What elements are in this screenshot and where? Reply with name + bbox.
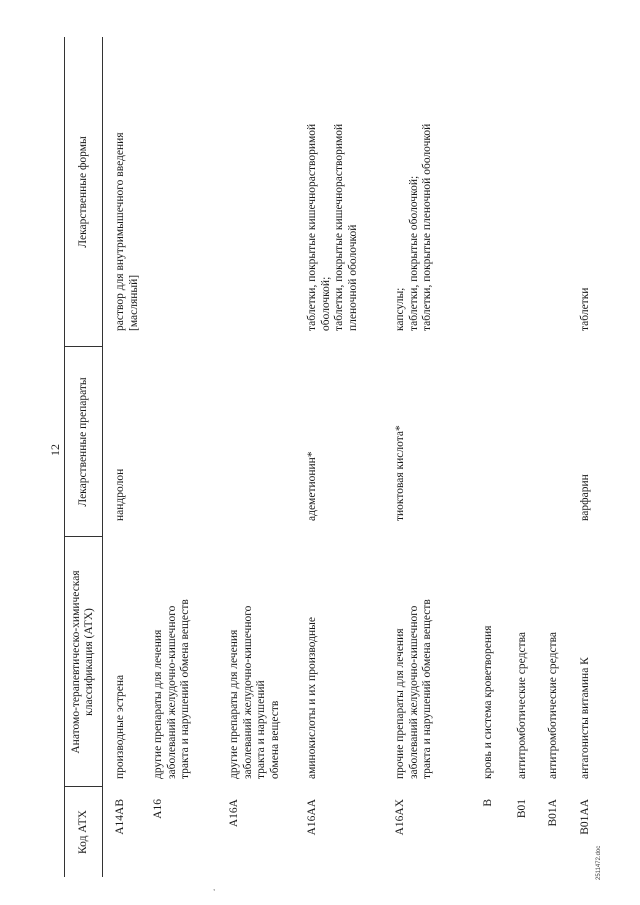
form-line: таблетки, покрытые оболочкой; xyxy=(407,175,420,331)
row-code: A16 xyxy=(152,799,164,819)
row-classification xyxy=(579,657,593,779)
form-line: [масляный] xyxy=(127,274,140,331)
form-line: капсулы; xyxy=(394,287,406,331)
header-code: Код АТХ xyxy=(76,810,89,854)
row-forms xyxy=(114,132,141,331)
row-forms xyxy=(579,288,593,331)
footer-doc-name: 2511472.doc xyxy=(596,845,602,880)
row-classification xyxy=(482,626,496,779)
row-classification xyxy=(394,599,435,779)
classification-line: обмена веществ xyxy=(268,700,281,779)
classification-line: производные эстрена xyxy=(114,674,126,779)
classification-line: аминокислоты и их производные xyxy=(306,616,318,779)
row-forms xyxy=(394,124,435,331)
row-classification xyxy=(547,632,561,779)
row-classification xyxy=(152,599,193,779)
classification-line: антагонисты витамина К xyxy=(579,657,591,779)
row-classification xyxy=(228,606,282,779)
form-line: таблетки, покрытые кишечнорастворимой xyxy=(333,123,345,331)
row-code: A16A xyxy=(228,799,240,828)
classification-line: прочие препараты для лечения xyxy=(394,628,406,779)
row-code: B01A xyxy=(547,799,559,827)
header-classification: Анатомо-терапевтическо-химическая классификация (АТХ) xyxy=(70,570,95,754)
row-drug: нандролон xyxy=(114,468,126,521)
row-classification xyxy=(114,675,128,779)
form-line: раствор для внутримышечного введения xyxy=(114,132,126,331)
page-number: 12 xyxy=(48,444,62,456)
classification-line: заболеваний желудочно-кишечного xyxy=(165,605,178,779)
row-code: A16AA xyxy=(306,799,318,836)
classification-line: тракта и нарушений обмена веществ xyxy=(179,599,191,779)
classification-line: тракта и нарушений xyxy=(255,680,267,779)
row-code: A16AX xyxy=(394,799,406,836)
form-line: таблетки xyxy=(579,287,591,331)
stray-mark: , xyxy=(213,883,216,892)
header-preparations: Лекарственные препараты xyxy=(76,377,89,507)
row-code: B01 xyxy=(516,799,528,819)
row-drug: адеметионин* xyxy=(306,451,318,521)
form-line: таблетки, покрытые пленочной оболочкой xyxy=(421,123,433,331)
row-forms xyxy=(306,124,360,331)
row-code: A14AB xyxy=(114,799,126,835)
classification-line: антитромботические средства xyxy=(516,632,528,779)
header-forms: Лекарственные формы xyxy=(76,136,89,248)
classification-line: тракта и нарушений обмена веществ xyxy=(421,599,433,779)
form-line: оболочкой; xyxy=(319,276,332,331)
header-bottom-rule xyxy=(102,37,103,877)
form-line: пленочной оболочкой xyxy=(346,224,359,331)
row-code: B01AA xyxy=(579,799,591,835)
row-classification xyxy=(516,632,530,779)
classification-line: кровь и система кроветворения xyxy=(482,625,494,779)
row-drug: варфарин xyxy=(579,474,591,521)
classification-line: другие препараты для лечения xyxy=(228,629,240,779)
row-classification xyxy=(306,617,320,779)
drug-table xyxy=(64,37,609,877)
classification-line: заболеваний желудочно-кишечного xyxy=(241,605,254,779)
classification-line: антитромботические средства xyxy=(547,632,559,779)
row-code: B xyxy=(482,799,494,807)
row-drug: тиоктовая кислота* xyxy=(394,425,406,521)
classification-line: заболеваний желудочно-кишечного xyxy=(407,605,420,779)
form-line: таблетки, покрытые кишечнорастворимой xyxy=(306,123,318,331)
classification-line: другие препараты для лечения xyxy=(152,629,164,779)
